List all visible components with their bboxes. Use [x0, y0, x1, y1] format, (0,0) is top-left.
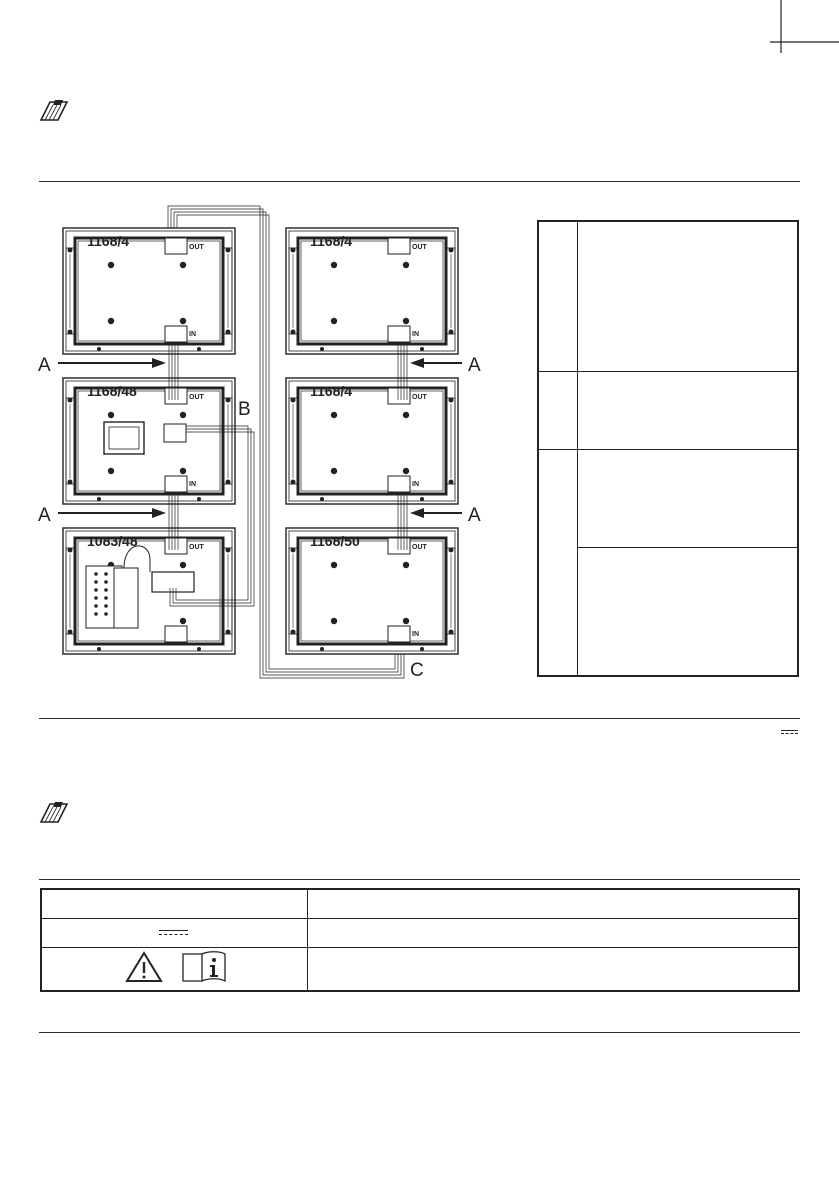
divider: [39, 1032, 800, 1033]
module-label: 1083/48: [87, 533, 138, 549]
label-a: A: [38, 505, 51, 526]
module-label: 1168/48: [87, 383, 137, 399]
note-icon: [37, 798, 71, 828]
module-label: 1168/50: [310, 533, 360, 549]
label-a: A: [468, 355, 481, 376]
svg-text:IN: IN: [189, 481, 196, 488]
legend-table: [537, 220, 799, 677]
module-label: 1168/4: [87, 233, 130, 249]
module-label: 1168/4: [310, 383, 353, 399]
svg-text:IN: IN: [412, 631, 419, 638]
svg-text:OUT: OUT: [189, 244, 204, 251]
dc-current-icon: [159, 930, 188, 935]
wiring-diagram: [0, 0, 520, 690]
svg-text:IN: IN: [412, 331, 419, 338]
svg-text:OUT: OUT: [189, 394, 204, 401]
svg-text:OUT: OUT: [412, 544, 427, 551]
label-b: B: [238, 399, 251, 420]
svg-text:OUT: OUT: [412, 394, 427, 401]
label-c: C: [410, 660, 424, 681]
divider: [39, 718, 800, 719]
module-label: 1168/4: [310, 233, 353, 249]
divider: [39, 879, 800, 880]
label-a: A: [468, 505, 481, 526]
svg-text:OUT: OUT: [189, 544, 204, 551]
warning-triangle-icon: [124, 950, 164, 984]
label-a: A: [38, 355, 51, 376]
manual-info-icon: [180, 950, 228, 984]
dc-current-icon: [781, 730, 798, 734]
svg-text:OUT: OUT: [412, 244, 427, 251]
svg-text:IN: IN: [189, 331, 196, 338]
svg-text:IN: IN: [412, 481, 419, 488]
